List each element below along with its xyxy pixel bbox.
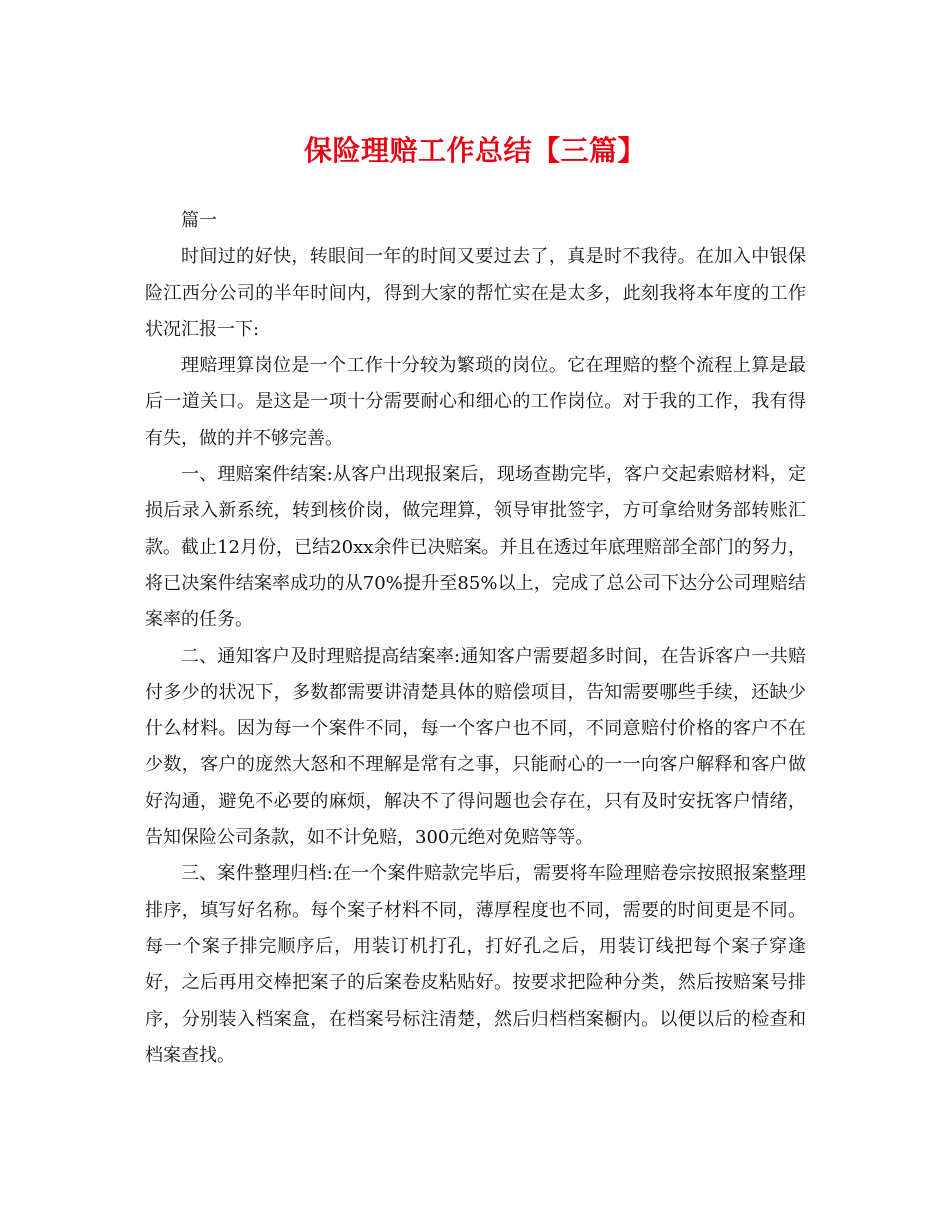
- section-label: 篇一: [181, 210, 217, 231]
- document-title: 保险理赔工作总结【三篇】: [303, 134, 646, 167]
- paragraph: 时间过的好快，转眼间一年的时间又要过去了，真是时不我待。在加入中银保险江西分公司的半年时间内，得到大家的帮忙实在是太多，此刻我将本年度的工作状况汇报一下:: [145, 246, 806, 340]
- paragraph: 理赔理算岗位是一个工作十分较为繁琐的岗位。它在理赔的整个流程上算是最后一道关口。是这是一项十分需要耐心和细心的工作岗位。对于我的工作，我有得有失，做的并不够完善。: [145, 355, 806, 449]
- paragraph: 一、理赔案件结案:从客户出现报案后，现场查勘完毕，客户交起索赔材料，定损后录入新系统，转到核价岗，做完理算，领导审批签字，方可拿给财务部转账汇款。截止12月份，已结20xx余件已决赔案。并且在透过年底理赔部全部门的努力，将已决案件结案率成功的从70%提升至85%以上，完成了总公司下达分公司理赔结案率的任务。: [145, 464, 806, 631]
- document-body: [145, 203, 806, 1074]
- paragraph: 二、通知客户及时理赔提高结案率:通知客户需要超多时间，在告诉客户一共赔付多少的状况下，多数都需要讲清楚具体的赔偿项目，告知需要哪些手续，还缺少什么材料。因为每一个案件不同，每一个客户也不同，不同意赔付价格的客户不在少数，客户的庞然大怒和不理解是常有之事，只能耐心的一一向客户解释和客户做好沟通，避免不必要的麻烦，解决不了得问题也会存在，只有及时安抚客户情绪，告知保险公司条款，如不计免赔，300元绝对免赔等等。: [145, 645, 806, 849]
- paragraph: 三、案件整理归档:在一个案件赔款完毕后，需要将车险理赔卷宗按照报案整理排序，填写好名称。每个案子材料不同，薄厚程度也不同，需要的时间更是不同。每一个案子排完顺序后，用装订机打孔，打好孔之后，用装订线把每个案子穿逢好，之后再用交棒把案子的后案卷皮粘贴好。按要求把险种分类，然后按赔案号排序，分别装入档案盒，在档案号标注清楚，然后归档档案橱内。以便以后的检查和档案查找。: [145, 863, 806, 1066]
